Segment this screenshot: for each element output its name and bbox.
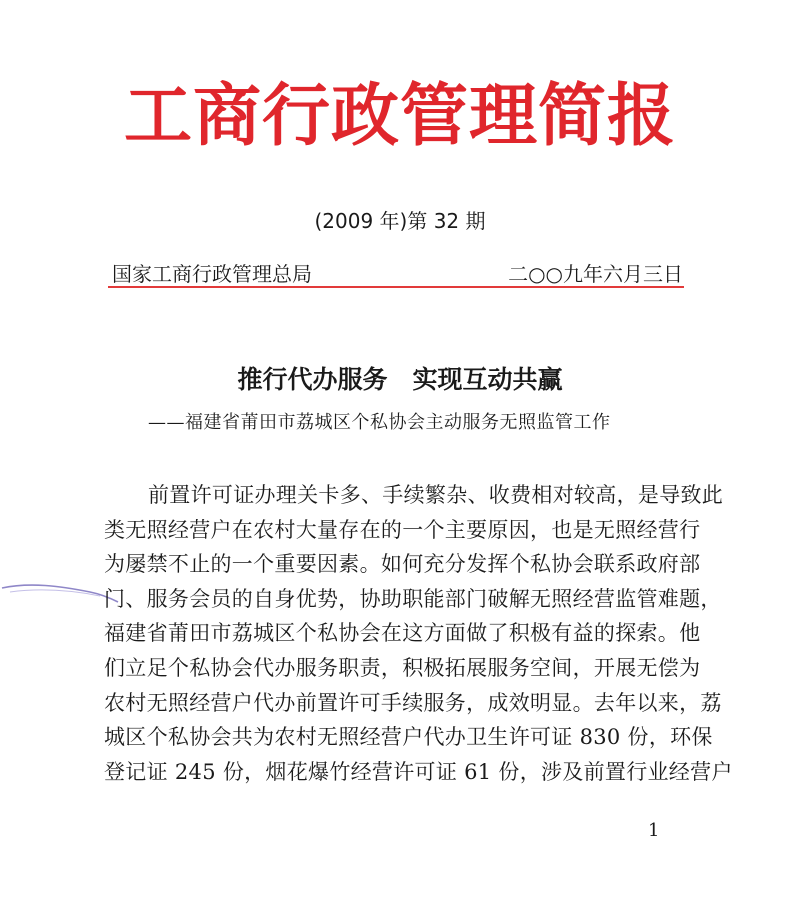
- body-line: 门、服务会员的自身优势，协助职能部门破解无照经营监管难题，: [104, 586, 722, 611]
- issuer-name: 国家工商行政管理总局: [112, 262, 312, 286]
- article-title: 推行代办服务 实现互动共赢: [237, 365, 563, 394]
- body-line: 前置许可证办理关卡多、手续繁杂、收费相对较高，是导致此: [148, 483, 724, 507]
- body-line: 类无照经营户在农村大量存在的一个主要原因，也是无照经营行: [104, 517, 701, 542]
- body-line: 们立足个私协会代办服务职责，积极拓展服务空间，开展无偿为: [104, 655, 701, 680]
- masthead-title: 工商行政管理简报: [123, 76, 676, 156]
- issue-number: (2009 年)第 32 期: [314, 209, 486, 233]
- article-body: [104, 478, 733, 789]
- body-line: 登记证 245 份，烟花爆竹经营许可证 61 份，涉及前置行业经营户: [104, 759, 733, 784]
- body-line: 农村无照经营户代办前置许可手续服务，成效明显。去年以来，荔: [104, 690, 722, 715]
- body-line: 城区个私协会共为农村无照经营户代办卫生许可证 830 份，环保: [104, 725, 713, 750]
- header-divider: [108, 286, 684, 288]
- body-line: 福建省莆田市荔城区个私协会在这方面做了积极有益的探索。他: [104, 621, 701, 646]
- article-subtitle: ——福建省莆田市荔城区个私协会主动服务无照监管工作: [148, 412, 611, 433]
- page-number: 1: [648, 820, 660, 841]
- issue-date: 二○○九年六月三日: [508, 262, 683, 286]
- body-line: 为屡禁不止的一个重要因素。如何充分发挥个私协会联系政府部: [104, 552, 701, 577]
